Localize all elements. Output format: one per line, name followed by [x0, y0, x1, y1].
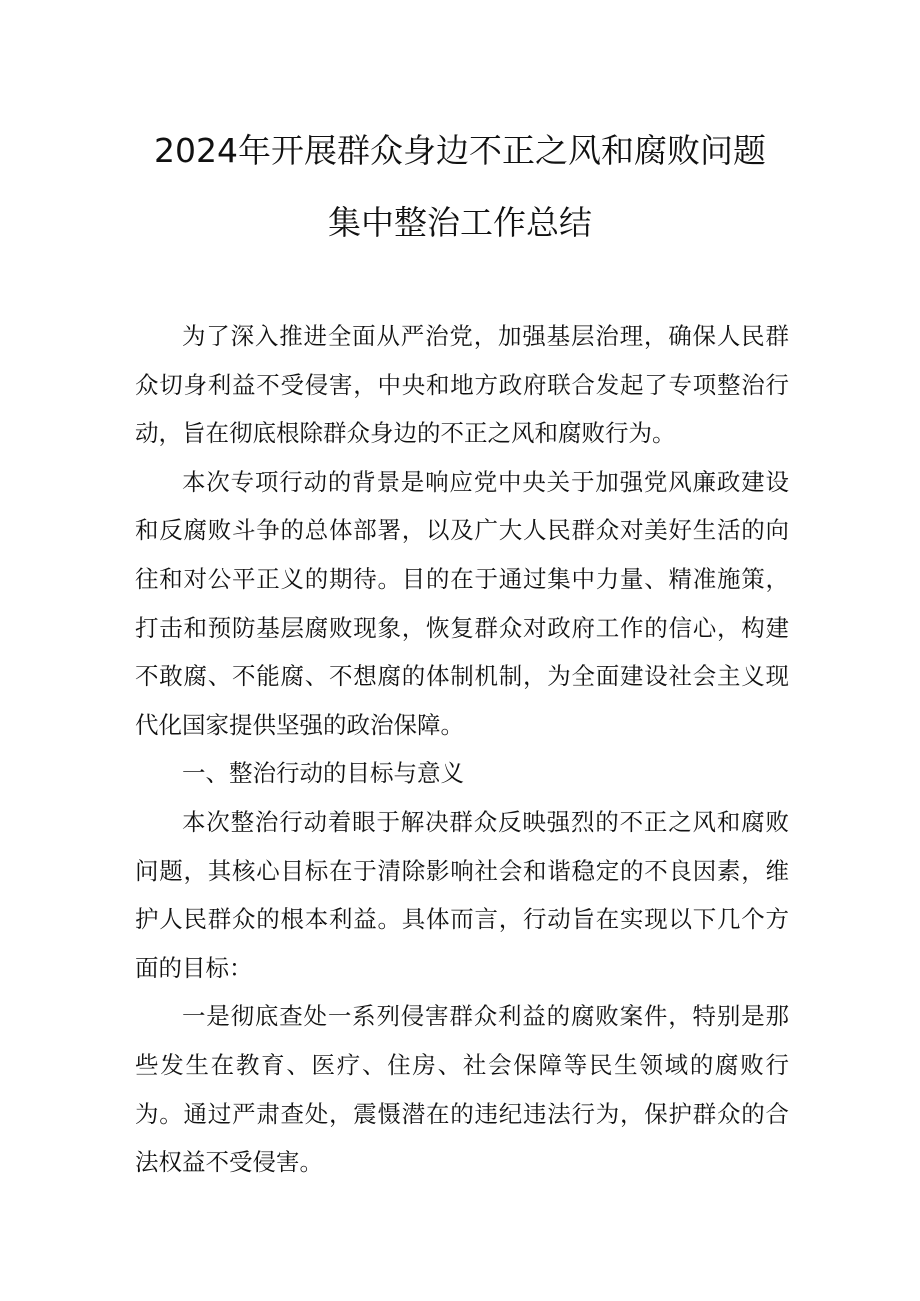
paragraph-background: 本次专项行动的背景是响应党中央关于加强党风廉政建设和反腐败斗争的总体部署，以及广大人民群众对美好生活的向往和对公平正义的期待。目的在于通过集中力量、精准施策，打击和预防基层腐败现象，恢复群众对政府工作的信心，构建不敢腐、不能腐、不想腐的体制机制，为全面建设社会主义现代化国家提供坚强的政治保障。 [135, 467, 789, 739]
document-body [135, 312, 789, 1187]
document-title-line-1: 2024年开展群众身边不正之风和腐败问题 [154, 131, 766, 170]
paragraph-goals-summary: 本次整治行动着眼于解决群众反映强烈的不正之风和腐败问题，其核心目标在于清除影响社会和谐稳定的不良因素，维护人民群众的根本利益。具体而言，行动旨在实现以下几个方面的目标： [135, 807, 789, 982]
section-heading-goals: 一、整治行动的目标与意义 [182, 759, 464, 788]
paragraph-intro: 为了深入推进全面从严治党，加强基层治理，确保人民群众切身利益不受侵害，中央和地方政府联合发起了专项整治行动，旨在彻底根除群众身边的不正之风和腐败行为。 [135, 322, 789, 448]
document-title-line-2: 集中整治工作总结 [328, 203, 592, 242]
paragraph-goal-one: 一是彻底查处一系列侵害群众利益的腐败案件，特别是那些发生在教育、医疗、住房、社会保障等民生领域的腐败行为。通过严肃查处，震慑潜在的违纪违法行为，保护群众的合法权益不受侵害。 [135, 1002, 789, 1177]
